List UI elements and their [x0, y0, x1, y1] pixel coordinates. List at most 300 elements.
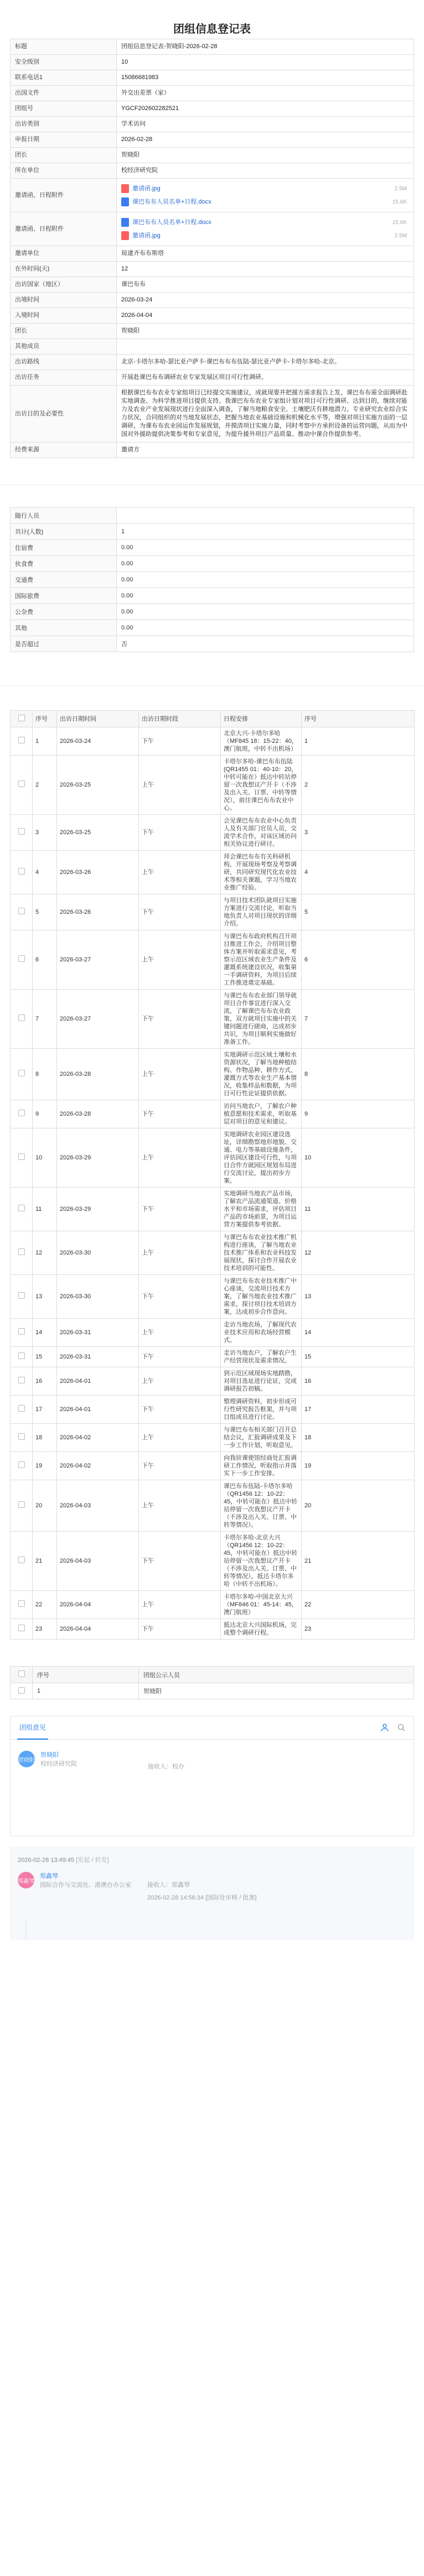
row-checkbox[interactable] — [11, 727, 33, 756]
row-period: 上午 — [139, 1424, 221, 1452]
itinerary-row — [11, 1532, 415, 1591]
itinerary-row — [11, 1591, 415, 1619]
row-checkbox[interactable] — [11, 1396, 33, 1424]
row-period: 上午 — [139, 1591, 221, 1619]
row-no: 17 — [33, 1396, 57, 1424]
member-header-name: 团组公示人员 — [139, 1667, 414, 1683]
itinerary-row — [11, 1100, 415, 1128]
row-no: 19 — [33, 1452, 57, 1480]
member-header-no: 序号 — [33, 1667, 139, 1683]
member-select-all[interactable] — [11, 1667, 33, 1683]
history-panel — [10, 1846, 414, 1940]
info-row — [11, 355, 414, 370]
row-checkbox[interactable] — [11, 1452, 33, 1480]
row-checkbox[interactable] — [11, 1424, 33, 1452]
attachment-item[interactable] — [121, 182, 409, 195]
row-date: 2026-03-26 — [57, 894, 139, 930]
word-file-icon — [121, 197, 129, 206]
row-checkbox[interactable] — [11, 930, 33, 990]
checkbox[interactable] — [18, 1461, 25, 1468]
row-seq: 5 — [302, 894, 415, 930]
info-row — [11, 55, 414, 70]
history-timestamp: 2026-02-28 13:49:45 — [18, 1857, 75, 1864]
expense-label: 伙食费 — [11, 556, 117, 572]
row-no: 4 — [33, 851, 57, 894]
row-no: 12 — [33, 1231, 57, 1275]
row-checkbox[interactable] — [11, 851, 33, 894]
word-file-icon — [121, 218, 129, 227]
tab-approval-opinion[interactable]: 团组意见 — [17, 1716, 48, 1740]
row-no: 21 — [33, 1532, 57, 1591]
row-schedule: 与项目技术团队就项目实施方案进行交流讨论，听取当地负责人对项目现状的详细介绍。 — [221, 894, 302, 930]
info-value: 北京-卡塔尔多哈-瑟比亚卢萨卡-课巴布布布伍陆-瑟比亚卢萨卡-卡塔尔多哈-北京。 — [117, 355, 414, 370]
header-period: 出访日期时段 — [139, 711, 221, 727]
expense-table — [10, 507, 414, 652]
info-label: 团长 — [11, 148, 117, 163]
attachment-item[interactable] — [121, 216, 409, 229]
row-period: 下午 — [139, 1396, 221, 1424]
info-label: 出访任务 — [11, 370, 117, 386]
info-row — [11, 386, 414, 443]
history-action: [发起 / 转发] — [76, 1857, 109, 1864]
expense-label: 其他 — [11, 620, 117, 636]
checkbox[interactable] — [18, 1205, 25, 1211]
attachment-name[interactable]: 邀请函.jpg — [132, 185, 161, 192]
attachment-size: 15.6K — [392, 219, 407, 226]
info-row — [11, 86, 414, 101]
expense-row — [11, 588, 414, 604]
row-schedule: 北京大兴-卡塔尔多哈（MF845 18：15-22：40，澳门航班，中转不出机场） — [221, 727, 302, 756]
info-value: 贺晓阳 — [117, 148, 414, 163]
row-period: 上午 — [139, 756, 221, 815]
checkbox[interactable] — [18, 1110, 25, 1116]
row-date: 2026-04-01 — [57, 1367, 139, 1396]
approver-receiver: 接收人：校办 — [148, 1763, 184, 1770]
image-file-icon — [121, 184, 129, 193]
header-date: 出访日期时间 — [57, 711, 139, 727]
row-period: 下午 — [139, 1275, 221, 1319]
row-checkbox[interactable] — [11, 815, 33, 851]
attachment-item[interactable] — [121, 229, 409, 242]
row-date: 2026-04-04 — [57, 1619, 139, 1640]
info-value: 12 — [117, 262, 414, 277]
row-date: 2026-03-28 — [57, 1100, 139, 1128]
search-icon[interactable] — [397, 1723, 406, 1732]
attachment-row — [11, 179, 414, 212]
info-row — [11, 163, 414, 179]
info-table — [10, 39, 414, 458]
row-seq: 4 — [302, 851, 415, 894]
checkbox[interactable] — [18, 955, 25, 962]
info-label: 申报日期 — [11, 132, 117, 148]
attachment-size: 2.5M — [394, 185, 407, 192]
timeline-line — [25, 1918, 26, 1940]
row-seq: 19 — [302, 1452, 415, 1480]
row-seq: 20 — [302, 1480, 415, 1532]
info-value: 琼逮齐布布斯塔 — [117, 246, 414, 262]
row-checkbox[interactable] — [11, 1128, 33, 1188]
checkbox[interactable] — [18, 1600, 25, 1607]
row-seq: 10 — [302, 1128, 415, 1188]
row-period: 下午 — [139, 727, 221, 756]
info-label: 所在单位 — [11, 163, 117, 179]
row-schedule: 到示范区域现场实地踏勘，对项目选址进行论证，完成调研报告初稿。 — [221, 1367, 302, 1396]
info-label: 经费来源 — [11, 443, 117, 458]
row-no: 16 — [33, 1367, 57, 1396]
row-seq: 12 — [302, 1231, 415, 1275]
approval-body — [11, 1740, 413, 1836]
info-value: 2026-03-24 — [117, 293, 414, 308]
row-date: 2026-03-30 — [57, 1231, 139, 1275]
history-user-name[interactable]: 郑鑫琴 — [40, 1873, 58, 1880]
row-schedule: 与课巴布布农业部门领导就项目合作事宜进行深入交流，了解课巴布布农业政策，双方就项目实施中的关键问题进行磋商，达成初步共识，为项目顺利实施做好准备工作。 — [221, 990, 302, 1049]
expense-label: 交通费 — [11, 572, 117, 588]
info-value: 课巴布布 — [117, 277, 414, 293]
row-date: 2026-03-29 — [57, 1188, 139, 1231]
row-no: 13 — [33, 1275, 57, 1319]
info-row — [11, 117, 414, 132]
checkbox[interactable] — [18, 868, 25, 875]
attachment-item[interactable] — [121, 195, 409, 209]
history-user — [18, 1872, 406, 1890]
itinerary-row — [11, 1367, 415, 1396]
itinerary-row — [11, 756, 415, 815]
expense-label: 是否超过 — [11, 636, 117, 652]
expense-label: 国际旅费 — [11, 588, 117, 604]
user-icon[interactable] — [380, 1723, 389, 1732]
info-row — [11, 246, 414, 262]
expense-value: 0.00 — [117, 604, 414, 620]
checkbox[interactable] — [18, 1014, 25, 1021]
row-no: 20 — [33, 1480, 57, 1532]
checkbox[interactable] — [18, 1070, 25, 1076]
member-header-row — [11, 1667, 414, 1683]
row-period: 下午 — [139, 1188, 221, 1231]
row-period: 下午 — [139, 1452, 221, 1480]
info-value: 根据课巴布布农业专家组项目已经提交实施建议，成就现要并把援方需求报告上发，课巴布布需全面调研赴实地调查、为科学推进项目提供支持。我课巴布布农业专家组计划对项目可行性调研、达到目的，继续对能力及农业产业发展现状进行全面深入调查，了解当地粮食安全、土壤肥沃有耕地潜力。专业研究农业综合实力状况，合同组织的对当地发展状态，把握当地农业基础设施和机械化水平等，增强对项目实施方面的一层调研，为课布布农业园运作发展规划，并摸清项目实施力量，同时考察中方承担设备的运营问题，从而为中国对外援助提供决策参考和专家意见，为提升援外项目产品质量、推动中课合作提供参考。 — [117, 386, 414, 443]
itinerary-row — [11, 1049, 415, 1100]
itinerary-row — [11, 1452, 415, 1480]
row-schedule: 与课巴布布相关部门召开总结会议，汇报调研成果及下一步工作计划，听取意见。 — [221, 1424, 302, 1452]
row-checkbox[interactable] — [11, 1591, 33, 1619]
info-row — [11, 324, 414, 339]
checkbox[interactable] — [18, 1292, 25, 1299]
checkbox[interactable] — [18, 1687, 25, 1694]
info-label: 团长 — [11, 324, 117, 339]
row-no: 5 — [33, 894, 57, 930]
row-no: 15 — [33, 1347, 57, 1367]
attachment-size: 15.6K — [392, 199, 407, 205]
row-checkbox[interactable] — [11, 990, 33, 1049]
itinerary-row — [11, 1188, 415, 1231]
row-checkbox[interactable] — [11, 1480, 33, 1532]
info-row — [11, 148, 414, 163]
row-checkbox[interactable] — [11, 1231, 33, 1275]
row-date: 2026-04-02 — [57, 1424, 139, 1452]
attachment-name[interactable]: 课巴布布人员名单+日程.docx — [132, 218, 211, 226]
row-date: 2026-04-03 — [57, 1480, 139, 1532]
info-row — [11, 39, 414, 55]
expense-value: 1 — [117, 524, 414, 540]
row-schedule: 卡塔尔多哈-课巴布布伍陆(QR1455 01：40-10：20，中转可能在）抵达中转站停留一次我想议产开卡（不涉及出入关、订票、中转等情况），前往课巴布布农业中心。 — [221, 756, 302, 815]
row-date: 2026-03-24 — [57, 727, 139, 756]
attachment-label: 邀请函、日程附件 — [11, 212, 117, 246]
row-date: 2026-03-25 — [57, 815, 139, 851]
row-checkbox[interactable] — [11, 1532, 33, 1591]
history-time-2 — [147, 1893, 257, 1902]
itinerary-row — [11, 1619, 415, 1640]
row-checkbox[interactable] — [11, 1188, 33, 1231]
row-period: 上午 — [139, 1480, 221, 1532]
info-row — [11, 101, 414, 117]
row-period: 上午 — [139, 1319, 221, 1347]
row-period: 下午 — [139, 1532, 221, 1591]
checkbox[interactable] — [18, 1405, 25, 1412]
page-title: 团组信息登记表 — [173, 23, 251, 35]
row-no: 6 — [33, 930, 57, 990]
row-schedule: 整理调研资料，初步形成可行性研究报告框架，并与项目组成员进行讨论。 — [221, 1396, 302, 1424]
row-seq: 21 — [302, 1532, 415, 1591]
row-period: 上午 — [139, 930, 221, 990]
itinerary-row — [11, 1128, 415, 1188]
row-schedule: 实地调研农业园区建设选址，详细勘察地形地貌、交通、电力等基础设施条件，评估园区建设可行性，与项目合作方就园区规划布局进行交流讨论，提出初步方案。 — [221, 1128, 302, 1188]
expense-row — [11, 636, 414, 652]
attachment-list — [117, 212, 414, 246]
approver-name[interactable]: 贺晓阳 — [40, 1752, 59, 1758]
approval-tools — [380, 1723, 406, 1732]
info-row — [11, 370, 414, 386]
itinerary-row — [11, 1480, 415, 1532]
row-seq: 13 — [302, 1275, 415, 1319]
approver-org: 校经济研究院 — [40, 1761, 77, 1767]
info-label: 入境时间 — [11, 308, 117, 324]
expense-row — [11, 556, 414, 572]
history-timestamp-2: 2026-02-28 14:56:34 — [147, 1895, 204, 1901]
expense-value: 0.00 — [117, 572, 414, 588]
row-seq: 15 — [302, 1347, 415, 1367]
row-date: 2026-03-27 — [57, 930, 139, 990]
info-label: 在外时间(天) — [11, 262, 117, 277]
info-label: 出访路线 — [11, 355, 117, 370]
info-value: 开展赴课巴布布调研农业专家发展区项目可行性调研。 — [117, 370, 414, 386]
info-label: 标题 — [11, 39, 117, 55]
info-value: 2026-04-04 — [117, 308, 414, 324]
row-seq: 22 — [302, 1591, 415, 1619]
expense-row — [11, 508, 414, 524]
info-label: 出访国家（地区） — [11, 277, 117, 293]
info-row — [11, 132, 414, 148]
row-period: 上午 — [139, 1128, 221, 1188]
itinerary-row — [11, 1347, 415, 1367]
info-row — [11, 262, 414, 277]
info-value: 校经济研究院 — [117, 163, 414, 179]
itinerary-header-row — [11, 711, 415, 727]
member-no: 1 — [33, 1683, 139, 1699]
row-period: 下午 — [139, 1100, 221, 1128]
itinerary-row — [11, 1319, 415, 1347]
info-label: 邀请单位 — [11, 246, 117, 262]
itinerary-row — [11, 851, 415, 894]
row-schedule: 抵达北京大兴国际机场，完成整个调研行程。 — [221, 1619, 302, 1640]
row-seq: 1 — [302, 727, 415, 756]
info-row — [11, 293, 414, 308]
row-no: 14 — [33, 1319, 57, 1347]
checkbox[interactable] — [18, 1248, 25, 1255]
row-schedule: 与课巴布布农业技术推广机构进行座谈，了解当地农业技术推广体系和农业科技发展现状，探讨合作开展农业技术培训的可能性。 — [221, 1231, 302, 1275]
row-seq: 11 — [302, 1188, 415, 1231]
row-checkbox[interactable] — [11, 1100, 33, 1128]
info-value: 2026-02-28 — [117, 132, 414, 148]
row-no: 3 — [33, 815, 57, 851]
row-seq: 3 — [302, 815, 415, 851]
row-period: 上午 — [139, 1367, 221, 1396]
history-action-2: [国际处审核 / 批准] — [205, 1895, 257, 1901]
row-date: 2026-04-02 — [57, 1452, 139, 1480]
checkbox[interactable] — [18, 1557, 25, 1563]
info-row — [11, 70, 414, 86]
row-date: 2026-03-26 — [57, 851, 139, 894]
expense-value: 0.00 — [117, 588, 414, 604]
info-value: YGCF202602282521 — [117, 101, 414, 117]
info-value: 外交出差票（家） — [117, 86, 414, 101]
row-no: 9 — [33, 1100, 57, 1128]
info-row — [11, 277, 414, 293]
row-date: 2026-03-29 — [57, 1128, 139, 1188]
expense-value: 0.00 — [117, 620, 414, 636]
row-schedule: 走访当地农场，了解现代农业技术应用和农场经营模式。 — [221, 1319, 302, 1347]
row-no: 18 — [33, 1424, 57, 1452]
checkbox[interactable] — [18, 1377, 25, 1383]
header-seq: 序号 — [302, 711, 415, 727]
row-schedule: 卡塔尔多哈-中国北京大兴（MF846 01：45-14：45，澳门航班） — [221, 1591, 302, 1619]
row-date: 2026-03-31 — [57, 1347, 139, 1367]
avatar: 郑鑫琴 — [18, 1872, 34, 1888]
approval-tabs — [11, 1716, 413, 1740]
row-period: 下午 — [139, 1347, 221, 1367]
history-user-org: 国际合作与交流处、港澳台办公室 — [40, 1882, 131, 1888]
row-checkbox[interactable] — [11, 1275, 33, 1319]
row-no: 22 — [33, 1591, 57, 1619]
row-date: 2026-03-31 — [57, 1319, 139, 1347]
info-value: 15086681983 — [117, 70, 414, 86]
row-seq: 14 — [302, 1319, 415, 1347]
expense-row — [11, 620, 414, 636]
row-period: 上午 — [139, 851, 221, 894]
row-checkbox[interactable] — [11, 1619, 33, 1640]
itinerary-row — [11, 1275, 415, 1319]
info-value: 学术访问 — [117, 117, 414, 132]
row-date: 2026-03-30 — [57, 1275, 139, 1319]
checkbox[interactable] — [18, 1625, 25, 1631]
row-no: 2 — [33, 756, 57, 815]
member-name: 贺晓阳 — [139, 1683, 414, 1699]
row-schedule: 与课巴布布农业技术推广中心座谈，交流项目技术方案，了解当地农业技术推广需求，探讨项目技术培训方案，达成初步合作意向。 — [221, 1275, 302, 1319]
checkbox[interactable] — [18, 828, 25, 835]
info-label: 其他成员 — [11, 339, 117, 355]
row-checkbox[interactable] — [11, 1367, 33, 1396]
attachment-label: 邀请函、日程附件 — [11, 179, 117, 212]
row-no: 1 — [33, 727, 57, 756]
row-checkbox[interactable] — [11, 1049, 33, 1100]
row-checkbox[interactable] — [11, 756, 33, 815]
row-checkbox[interactable] — [11, 1347, 33, 1367]
row-period: 下午 — [139, 894, 221, 930]
info-row — [11, 308, 414, 324]
header-no: 序号 — [33, 711, 57, 727]
expense-value: 0.00 — [117, 556, 414, 572]
info-row — [11, 443, 414, 458]
expense-label: 住宿费 — [11, 540, 117, 556]
attachment-name[interactable]: 邀请函.jpg — [132, 232, 161, 239]
row-seq: 9 — [302, 1100, 415, 1128]
info-value: 10 — [117, 55, 414, 70]
history-time — [18, 1855, 406, 1864]
row-period: 下午 — [139, 990, 221, 1049]
row-period: 上午 — [139, 1231, 221, 1275]
info-label: 出访目的及必要性 — [11, 386, 117, 443]
row-seq: 18 — [302, 1424, 415, 1452]
attachment-name[interactable]: 课巴布布人员名单+日程.docx — [132, 198, 211, 205]
info-label: 安全级别 — [11, 55, 117, 70]
row-no: 23 — [33, 1619, 57, 1640]
checkbox[interactable] — [18, 1153, 25, 1160]
row-date: 2026-03-25 — [57, 756, 139, 815]
info-value: 贺晓阳 — [117, 324, 414, 339]
approval-panel — [10, 1716, 414, 1836]
checkbox[interactable] — [18, 1352, 25, 1359]
row-date: 2026-03-28 — [57, 1049, 139, 1100]
history-receiver: 接收人：郑鑫琴 — [147, 1882, 190, 1888]
checkbox[interactable] — [18, 1328, 25, 1335]
attachment-row — [11, 212, 414, 246]
expense-row — [11, 572, 414, 588]
itinerary-row — [11, 1424, 415, 1452]
row-seq: 6 — [302, 930, 415, 990]
row-seq: 7 — [302, 990, 415, 1049]
itinerary-row — [11, 1231, 415, 1275]
info-value — [117, 339, 414, 355]
row-seq: 2 — [302, 756, 415, 815]
info-label: 出境时间 — [11, 293, 117, 308]
member-checkbox[interactable] — [11, 1683, 33, 1699]
row-checkbox[interactable] — [11, 1319, 33, 1347]
expense-row — [11, 540, 414, 556]
row-no: 7 — [33, 990, 57, 1049]
row-seq: 16 — [302, 1367, 415, 1396]
itinerary-row — [11, 990, 415, 1049]
info-label: 出国文件 — [11, 86, 117, 101]
checkbox[interactable] — [18, 1433, 25, 1440]
row-seq: 8 — [302, 1049, 415, 1100]
row-seq: 17 — [302, 1396, 415, 1424]
itinerary-row — [11, 930, 415, 990]
row-checkbox[interactable] — [11, 894, 33, 930]
row-schedule: 与课巴布布政府机构召开项目推进工作会，介绍项目整体方案并听取需求意见，考察示范区域农业生产条件及灌溉系统建设状况，收集第一手调研资料，为项目后续工作推进奠定基础。 — [221, 930, 302, 990]
image-file-icon — [121, 231, 129, 240]
itinerary-row — [11, 727, 415, 756]
expense-label: 公杂费 — [11, 604, 117, 620]
checkbox[interactable] — [18, 780, 25, 787]
select-all-checkbox[interactable] — [11, 711, 33, 727]
row-schedule: 卡塔尔多哈-北京大兴（QR1456 12：10-22：45，中转可能在）抵达中转站停留一次我想议产开卡（不涉及出入关、订票、中转等情况），抵达卡塔尔多哈（中转不出机场）。 — [221, 1532, 302, 1591]
itinerary-row — [11, 815, 415, 851]
row-no: 10 — [33, 1128, 57, 1188]
checkbox[interactable] — [18, 1501, 25, 1508]
expense-value — [117, 508, 414, 524]
checkbox[interactable] — [18, 908, 25, 914]
checkbox[interactable] — [18, 737, 25, 743]
row-date: 2026-03-27 — [57, 990, 139, 1049]
